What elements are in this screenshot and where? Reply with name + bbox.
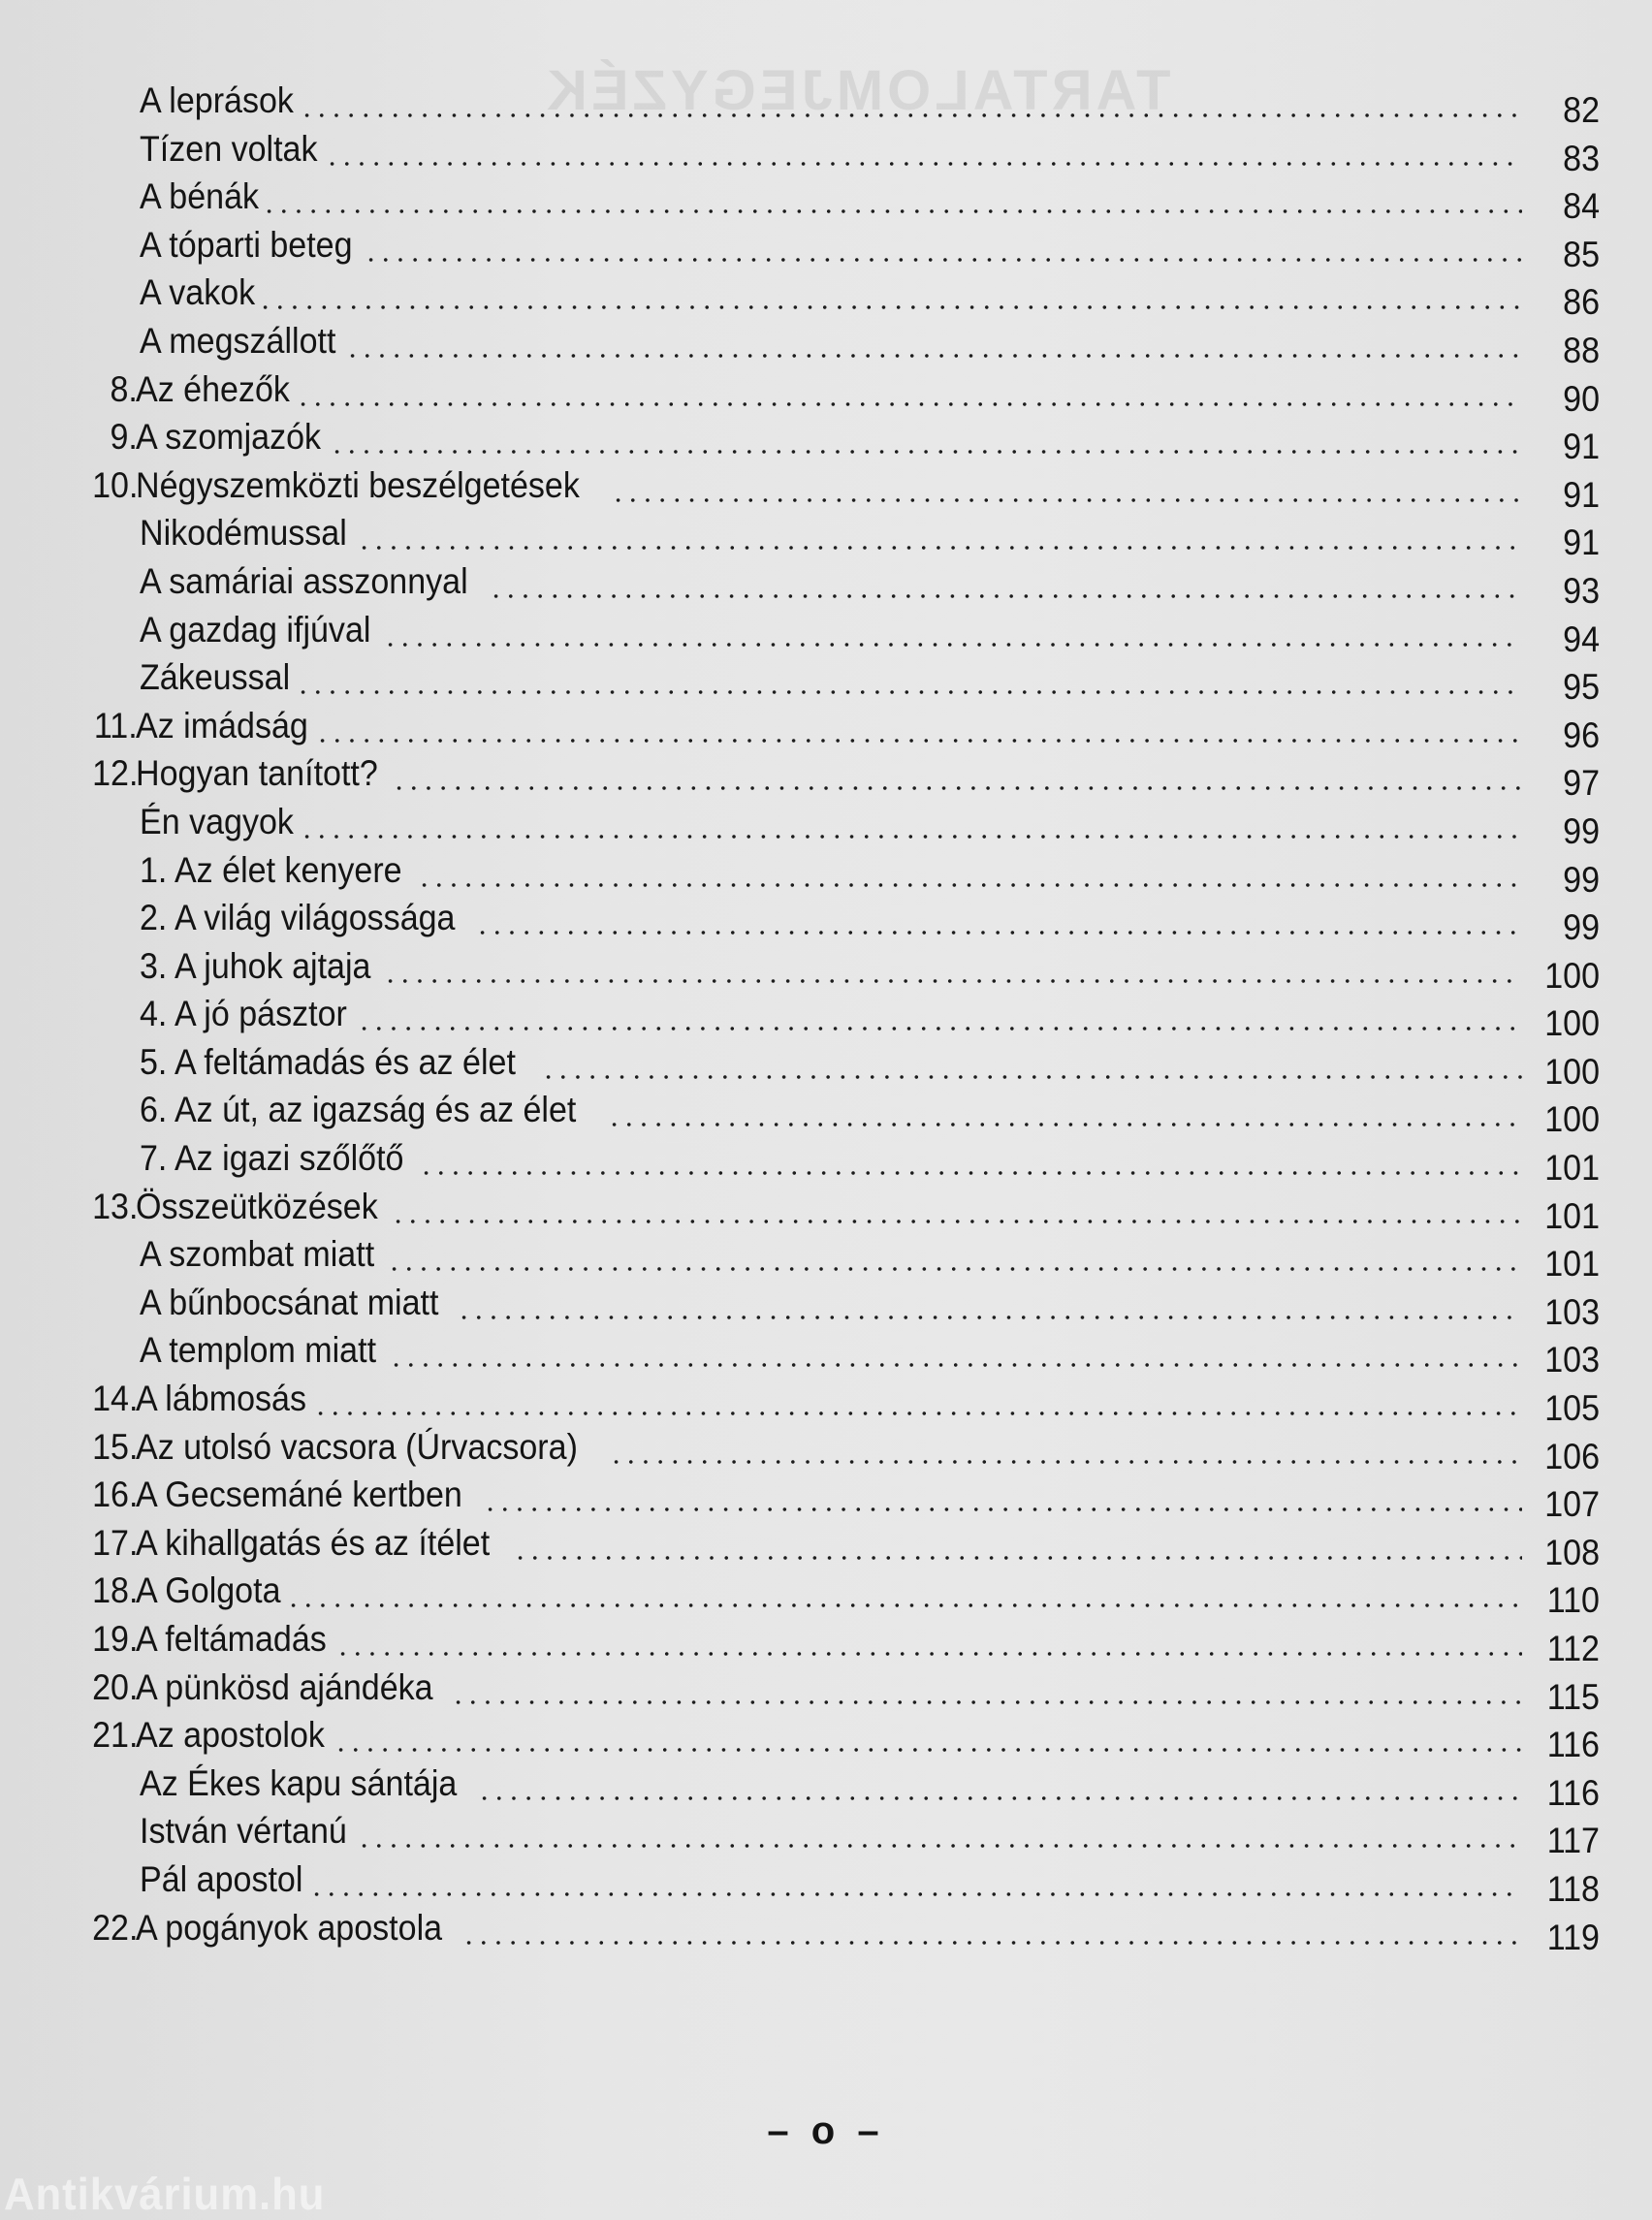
toc-entry-number: 15. (91, 1426, 138, 1467)
toc-entry (0, 654, 1652, 708)
dot-leader (513, 1520, 1522, 1563)
toc-entry-page-number: 95 (1563, 667, 1600, 708)
toc-entry-line (136, 366, 1600, 419)
toc-entry-page-number: 90 (1563, 378, 1600, 419)
toc-entry-line (136, 1665, 1600, 1717)
toc-entry (0, 1376, 1652, 1429)
dot-leader (392, 750, 1522, 793)
toc-entry (0, 270, 1652, 323)
toc-entry-page-number: 100 (1544, 1051, 1600, 1092)
toc-entry-page-number: 83 (1563, 138, 1600, 178)
toc-entry-page-number: 82 (1563, 90, 1600, 130)
dot-leader (607, 1087, 1522, 1129)
dot-leader (258, 270, 1522, 312)
toc-entry-title: Az imádság (136, 705, 308, 745)
toc-entry-page-number: 100 (1544, 1099, 1600, 1140)
toc-entry-line (136, 703, 1600, 755)
toc-entry-page-number: 99 (1563, 907, 1600, 948)
dot-leader (330, 414, 1522, 457)
toc-entry (0, 558, 1652, 611)
toc-entry-line (140, 1087, 1600, 1140)
toc-entry (0, 847, 1652, 900)
toc-entry (0, 1665, 1652, 1717)
toc-entry-title: 6. Az út, az igazság és az élet (140, 1090, 577, 1130)
toc-entry-page-number: 91 (1563, 427, 1600, 467)
toc-entry-line (140, 799, 1600, 851)
toc-entry (0, 943, 1652, 996)
toc-entry (0, 78, 1652, 130)
toc-entry-page-number: 99 (1563, 810, 1600, 851)
toc-entry-title: A pünkösd ajándéka (136, 1666, 433, 1707)
toc-entry (0, 1905, 1652, 1957)
toc-entry-title: Az Ékes kapu sántája (140, 1762, 458, 1803)
toc-entry-page-number: 119 (1546, 1917, 1600, 1957)
toc-entry-title: A tóparti beteg (140, 224, 353, 265)
toc-entry-number: 21. (91, 1715, 138, 1756)
toc-entry-page-number: 101 (1544, 1195, 1600, 1236)
toc-entry-number: 10. (91, 464, 138, 505)
page-folio: – o – (767, 2109, 885, 2152)
toc-entry-title: A vakok (140, 272, 256, 313)
toc-entry-title: Tízen voltak (140, 128, 318, 169)
toc-entry-line (140, 78, 1600, 130)
toc-entry (0, 703, 1652, 755)
toc-entry-title: Az utolsó vacsora (Úrvacsora) (136, 1426, 578, 1467)
table-of-contents (0, 78, 1652, 1957)
toc-entry-number: 12. (91, 753, 138, 794)
toc-entry-number: 16. (91, 1475, 138, 1515)
dot-leader (357, 991, 1522, 1033)
toc-entry-line (140, 1135, 1600, 1189)
toc-entry-number: 18. (91, 1570, 138, 1611)
toc-entry-title: 5. A feltámadás és az élet (140, 1041, 516, 1082)
toc-entry-page-number: 97 (1563, 763, 1600, 804)
toc-entry-line (140, 943, 1600, 996)
toc-entry-line (140, 558, 1600, 611)
toc-entry-title: 1. Az élet kenyere (140, 849, 402, 890)
toc-entry-title: Én vagyok (140, 801, 294, 841)
toc-entry-line (140, 847, 1600, 900)
toc-entry (0, 607, 1652, 659)
dot-leader (335, 1616, 1522, 1659)
toc-entry-page-number: 91 (1563, 474, 1600, 515)
toc-entry-page-number: 101 (1544, 1148, 1600, 1189)
dot-leader (357, 1808, 1522, 1851)
toc-entry-title: A samáriai asszonnyal (140, 560, 468, 601)
dot-leader (334, 1712, 1522, 1755)
toc-entry-line (140, 607, 1600, 659)
toc-entry-number: 17. (91, 1522, 138, 1563)
toc-entry-page-number: 88 (1563, 330, 1600, 370)
toc-entry-page-number: 112 (1546, 1629, 1600, 1668)
toc-entry-title: A gazdag ifjúval (140, 609, 371, 650)
toc-entry-line (140, 1808, 1600, 1861)
toc-entry (0, 414, 1652, 467)
toc-entry-title: A pogányok apostola (136, 1907, 443, 1948)
dot-leader (387, 1231, 1522, 1274)
toc-entry (0, 1520, 1652, 1572)
toc-entry-line (140, 1231, 1600, 1284)
dot-leader (417, 847, 1522, 890)
toc-entry-number: 9. (110, 417, 138, 458)
toc-entry-title: Az apostolok (136, 1715, 325, 1756)
toc-entry (0, 318, 1652, 370)
dot-leader (262, 174, 1522, 216)
toc-entry-page-number: 103 (1544, 1340, 1600, 1380)
dot-leader (313, 1376, 1522, 1418)
toc-entry-page-number: 108 (1544, 1532, 1600, 1572)
toc-entry-page-number: 116 (1546, 1772, 1600, 1813)
dot-leader (300, 799, 1522, 841)
toc-entry-line (136, 1712, 1600, 1765)
toc-entry (0, 1424, 1652, 1476)
toc-entry (0, 174, 1652, 227)
toc-entry (0, 510, 1652, 563)
toc-entry-page-number: 94 (1563, 618, 1600, 659)
toc-entry-title: A szomjazók (136, 417, 322, 458)
toc-entry-line (136, 1376, 1600, 1429)
toc-entry-line (140, 654, 1600, 708)
toc-entry-line (140, 1039, 1600, 1092)
toc-entry-page-number: 100 (1544, 1003, 1600, 1044)
toc-entry (0, 1280, 1652, 1332)
toc-entry-page-number: 118 (1546, 1868, 1600, 1909)
toc-entry-line (136, 1424, 1600, 1476)
toc-entry-number: 11. (94, 705, 138, 745)
toc-entry-page-number: 84 (1563, 186, 1600, 227)
toc-entry-line (140, 1280, 1600, 1332)
dot-leader (475, 895, 1522, 937)
dot-leader (345, 318, 1522, 361)
toc-entry-title: Összeütközések (136, 1186, 378, 1226)
toc-entry-page-number: 96 (1563, 714, 1600, 755)
toc-entry-line (140, 1327, 1600, 1380)
toc-entry-page-number: 110 (1546, 1580, 1600, 1621)
toc-entry-number: 22. (91, 1907, 138, 1948)
dot-leader (357, 510, 1522, 553)
toc-entry-line (140, 1760, 1600, 1813)
toc-entry-line (136, 1905, 1600, 1957)
dot-leader (296, 654, 1522, 697)
dot-leader (489, 558, 1522, 601)
toc-entry-title: 7. Az igazi szőlőtő (140, 1138, 404, 1179)
toc-entry (0, 1808, 1652, 1861)
toc-entry-title: A bénák (140, 176, 260, 217)
toc-entry-line (140, 222, 1600, 274)
toc-entry-page-number: 99 (1563, 859, 1600, 900)
dot-leader (389, 1327, 1522, 1370)
toc-entry (0, 1856, 1652, 1909)
dot-leader (383, 943, 1522, 986)
dot-leader (383, 607, 1522, 650)
toc-entry-page-number: 103 (1544, 1291, 1600, 1332)
toc-entry-page-number: 91 (1563, 523, 1600, 563)
toc-entry (0, 366, 1652, 419)
toc-entry-line (140, 991, 1600, 1044)
dot-leader (325, 126, 1522, 169)
toc-entry-number: 19. (91, 1619, 138, 1659)
toc-entry-page-number: 101 (1544, 1244, 1600, 1284)
toc-entry-number: 8. (110, 368, 138, 409)
dot-leader (309, 1856, 1522, 1899)
dot-leader (364, 222, 1522, 265)
toc-entry (0, 1039, 1652, 1092)
toc-entry-line (136, 1616, 1600, 1668)
dot-leader (315, 703, 1522, 745)
toc-entry (0, 1184, 1652, 1236)
toc-entry (0, 991, 1652, 1044)
dot-leader (296, 366, 1522, 409)
toc-entry-page-number: 100 (1544, 955, 1600, 996)
toc-entry-line (136, 462, 1600, 515)
dot-leader (483, 1472, 1522, 1514)
dot-leader (609, 1424, 1522, 1467)
toc-entry-title: A megszállott (140, 320, 336, 361)
watermark-logo: Antikvárium.hu (4, 2169, 326, 2219)
dot-leader (419, 1135, 1522, 1178)
toc-entry-title: A templom miatt (140, 1330, 377, 1371)
toc-entry (0, 1760, 1652, 1813)
toc-entry-line (136, 750, 1600, 804)
toc-entry-line (140, 126, 1600, 178)
toc-entry-line (136, 1184, 1600, 1236)
toc-entry (0, 1231, 1652, 1284)
toc-entry-page-number: 106 (1544, 1436, 1600, 1476)
toc-entry (0, 1327, 1652, 1380)
dot-leader (286, 1568, 1522, 1610)
toc-entry-title: A leprások (140, 80, 294, 120)
dot-leader (391, 1184, 1522, 1226)
dot-leader (611, 462, 1522, 505)
toc-entry-page-number: 93 (1563, 570, 1600, 611)
toc-entry-line (140, 174, 1600, 227)
toc-entry (0, 1472, 1652, 1525)
toc-entry (0, 222, 1652, 274)
toc-entry (0, 462, 1652, 515)
toc-entry-page-number: 115 (1546, 1676, 1600, 1717)
dot-leader (541, 1039, 1522, 1082)
toc-entry-line (136, 1520, 1600, 1572)
toc-entry-line (140, 270, 1600, 323)
toc-entry-page-number: 117 (1546, 1821, 1600, 1861)
toc-entry-title: 4. A jó pásztor (140, 994, 347, 1034)
toc-entry-title: Négyszemközti beszélgetések (136, 464, 580, 505)
toc-entry-title: István vértanú (140, 1811, 347, 1852)
toc-entry (0, 126, 1652, 178)
toc-entry-line (140, 895, 1600, 948)
toc-entry-line (140, 510, 1600, 563)
toc-entry (0, 1087, 1652, 1140)
dot-leader (461, 1905, 1522, 1948)
toc-entry-number: 20. (91, 1666, 138, 1707)
toc-entry (0, 799, 1652, 851)
toc-entry-line (136, 1472, 1600, 1525)
toc-entry-title: Hogyan tanított? (136, 753, 378, 794)
toc-entry-title: Nikodémussal (140, 513, 347, 554)
toc-entry-page-number: 116 (1546, 1725, 1600, 1765)
toc-entry-line (140, 1856, 1600, 1909)
toc-entry (0, 1616, 1652, 1668)
toc-entry-title: Zákeussal (140, 657, 291, 698)
dot-leader (457, 1280, 1522, 1322)
toc-entry-title: Az éhezők (136, 368, 290, 409)
toc-entry-page-number: 86 (1563, 282, 1600, 323)
toc-entry-title: A kihallgatás és az ítélet (136, 1522, 491, 1563)
toc-entry-line (140, 318, 1600, 370)
toc-entry-number: 13. (91, 1186, 138, 1226)
toc-entry (0, 1712, 1652, 1765)
toc-entry-title: A feltámadás (136, 1619, 327, 1659)
toc-entry-page-number: 85 (1563, 234, 1600, 274)
toc-entry-line (136, 1568, 1600, 1621)
toc-entry (0, 895, 1652, 948)
toc-entry-title: A szombat miatt (140, 1234, 375, 1275)
toc-entry-title: A lábmosás (136, 1379, 306, 1419)
toc-entry-title: 2. A világ világossága (140, 898, 456, 938)
toc-entry-title: Pál apostol (140, 1858, 303, 1899)
toc-entry (0, 1568, 1652, 1621)
toc-entry-number: 14. (91, 1379, 138, 1419)
toc-entry-title: A Gecsemáné kertben (136, 1475, 462, 1515)
toc-entry-line (136, 414, 1600, 467)
toc-entry-title: A Golgota (136, 1570, 281, 1611)
dot-leader (300, 78, 1522, 120)
toc-entry-title: 3. A juhok ajtaja (140, 945, 371, 986)
dot-leader (451, 1665, 1522, 1707)
toc-entry-title: A bűnbocsánat miatt (140, 1282, 439, 1322)
toc-entry-page-number: 107 (1544, 1484, 1600, 1525)
toc-entry-page-number: 105 (1544, 1388, 1600, 1429)
toc-entry (0, 1135, 1652, 1189)
toc-entry (0, 750, 1652, 804)
dot-leader (477, 1760, 1522, 1803)
